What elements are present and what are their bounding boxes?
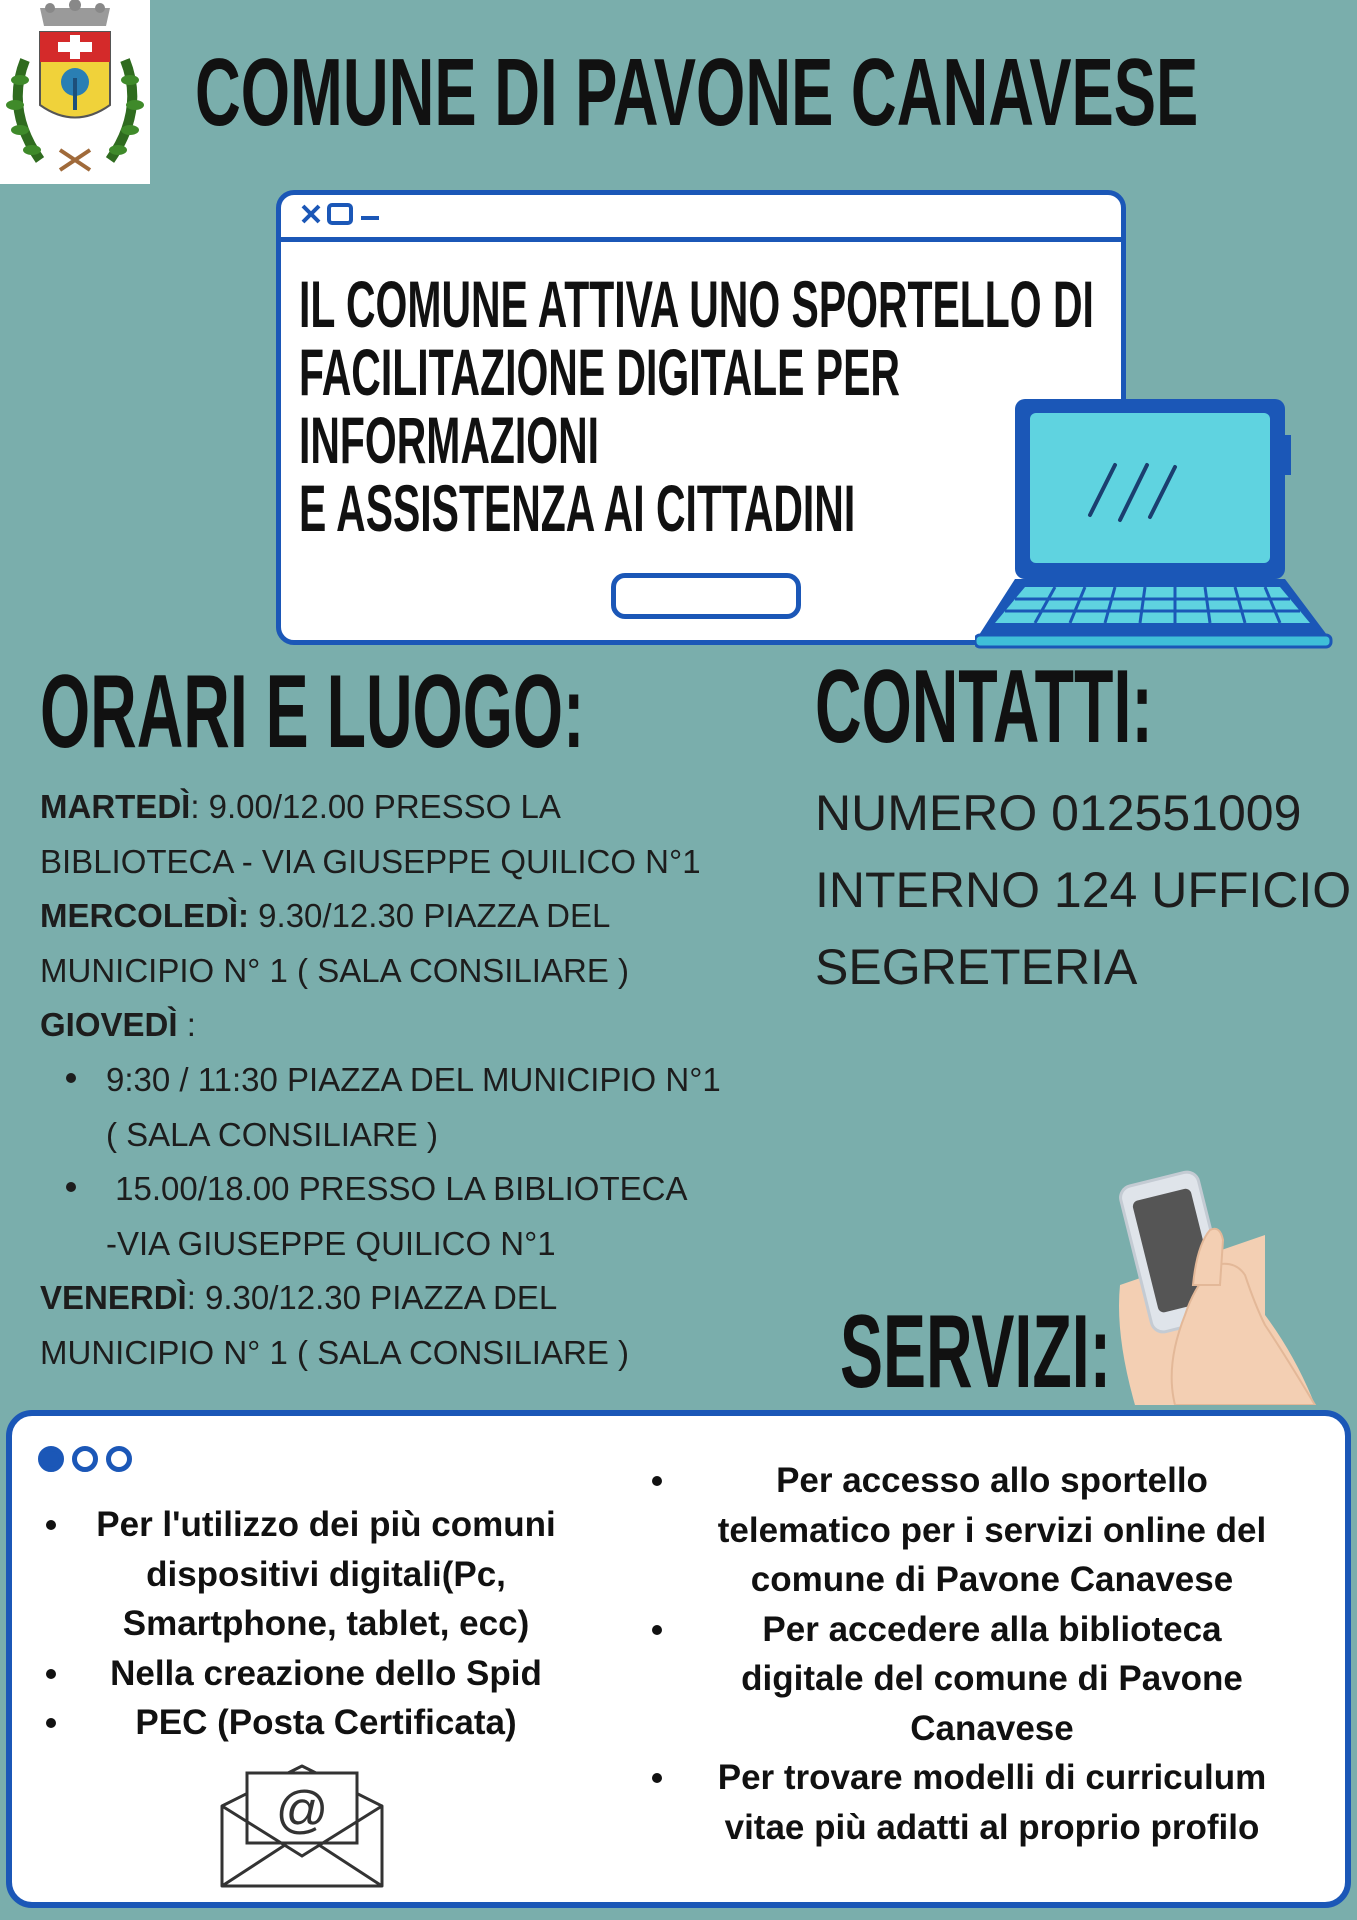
- bullet: [652, 1773, 662, 1783]
- service-item: [652, 1456, 1332, 1605]
- service-text: Per accedere alla biblioteca: [762, 1609, 1222, 1649]
- browser-bar-divider: [281, 237, 1121, 242]
- window-controls-icon: [299, 198, 399, 239]
- contact-line: NUMERO 012551009: [815, 785, 1302, 841]
- service-text: dispositivi digitali(Pc,: [146, 1554, 506, 1594]
- contatti-heading: CONTATTI:: [815, 649, 1153, 765]
- headline-line: INFORMAZIONI: [299, 403, 600, 477]
- bullet: [652, 1476, 662, 1486]
- contact-line: INTERNO 124 UFFICIO: [815, 862, 1352, 918]
- day-label: MERCOLEDÌ:: [40, 897, 249, 935]
- schedule-line: BIBLIOTECA - VIA GIUSEPPE QUILICO N°1: [40, 842, 701, 880]
- orari-heading: ORARI E LUOGO:: [40, 654, 585, 770]
- schedule-line: MUNICIPIO N° 1 ( SALA CONSILIARE ): [40, 1333, 629, 1371]
- service-text: Per accesso allo sportello: [776, 1461, 1208, 1500]
- bullet: [66, 1182, 76, 1192]
- email-envelope-icon: [217, 1761, 387, 1896]
- services-left-list: [26, 1500, 626, 1748]
- schedule-line: MUNICIPIO N° 1 ( SALA CONSILIARE ): [40, 951, 629, 989]
- service-item: [26, 1500, 626, 1649]
- headline-line: IL COMUNE ATTIVA UNO SPORTELLO DI: [299, 267, 1094, 341]
- headline-line: FACILITAZIONE DIGITALE PER: [299, 335, 900, 409]
- day-label: VENERDÌ: [40, 1279, 187, 1317]
- schedule-text: : 9.00/12.00 PRESSO LA: [190, 788, 561, 825]
- schedule-line: [40, 889, 800, 944]
- bullet: [46, 1669, 56, 1679]
- service-text: PEC (Posta Certificata): [135, 1703, 517, 1742]
- schedule-line: [40, 1271, 800, 1326]
- schedule-text: 9.30/12.30 PIAZZA DEL: [249, 897, 611, 935]
- bullet: [46, 1718, 56, 1728]
- schedule-text: : 9.30/12.30 PIAZZA DEL: [186, 1279, 558, 1317]
- page-title: COMUNE DI PAVONE CANAVESE: [195, 39, 1199, 146]
- banner-button-shape: [611, 573, 801, 619]
- service-text: Canavese: [910, 1708, 1074, 1748]
- schedule-line: [40, 1162, 800, 1217]
- service-text: vitae più adatti al proprio profilo: [724, 1807, 1260, 1847]
- bullet: [652, 1625, 662, 1635]
- bullet: [46, 1520, 56, 1530]
- service-text: Per l'utilizzo dei più comuni: [96, 1505, 556, 1544]
- service-text: Nella creazione dello Spid: [110, 1653, 542, 1693]
- schedule-line: -VIA GIUSEPPE QUILICO N°1: [106, 1224, 556, 1262]
- contact-line: SEGRETERIA: [815, 939, 1138, 995]
- service-item: [652, 1605, 1332, 1754]
- services-panel: [6, 1410, 1351, 1908]
- headline-line: E ASSISTENZA AI CITTADINI: [299, 471, 856, 545]
- schedule-text: 15.00/18.00 PRESSO LA BIBLIOTECA: [106, 1170, 688, 1208]
- servizi-heading: SERVIZI:: [840, 1294, 1112, 1410]
- service-text: comune di Pavone Canavese: [750, 1560, 1234, 1599]
- laptop-icon: [975, 395, 1335, 660]
- service-text: telematico per i servizi online del: [717, 1510, 1267, 1550]
- schedule-text: :: [177, 1006, 196, 1044]
- schedule-line: ( SALA CONSILIARE ): [106, 1115, 438, 1153]
- dot-icon: [38, 1446, 64, 1472]
- svg-text:@: @: [275, 1781, 329, 1839]
- service-text: digitale del comune di Pavone: [741, 1659, 1243, 1698]
- schedule-text: 9:30 / 11:30 PIAZZA DEL MUNICIPIO N°1: [106, 1060, 721, 1098]
- services-right-list: [652, 1456, 1332, 1852]
- coat-of-arms-icon: [0, 0, 150, 184]
- day-label: GIOVEDÌ: [40, 1006, 178, 1044]
- schedule-line: [40, 780, 800, 835]
- service-item: [26, 1649, 626, 1699]
- schedule-line: [40, 998, 800, 1053]
- bullet: [66, 1073, 76, 1083]
- service-item: [26, 1698, 626, 1748]
- contact-info: [815, 775, 1351, 1006]
- service-text: Smartphone, tablet, ecc): [122, 1604, 530, 1643]
- service-item: [652, 1753, 1332, 1852]
- day-label: MARTEDÌ: [40, 788, 191, 825]
- dot-icon: [72, 1446, 98, 1472]
- window-dots-icon: [38, 1446, 140, 1477]
- schedule-line: [40, 1053, 800, 1108]
- dot-icon: [106, 1446, 132, 1472]
- smartphone-hand-icon: [1115, 1165, 1325, 1410]
- service-text: Per trovare modelli di curriculum: [717, 1758, 1267, 1797]
- schedule-list: [40, 780, 800, 1381]
